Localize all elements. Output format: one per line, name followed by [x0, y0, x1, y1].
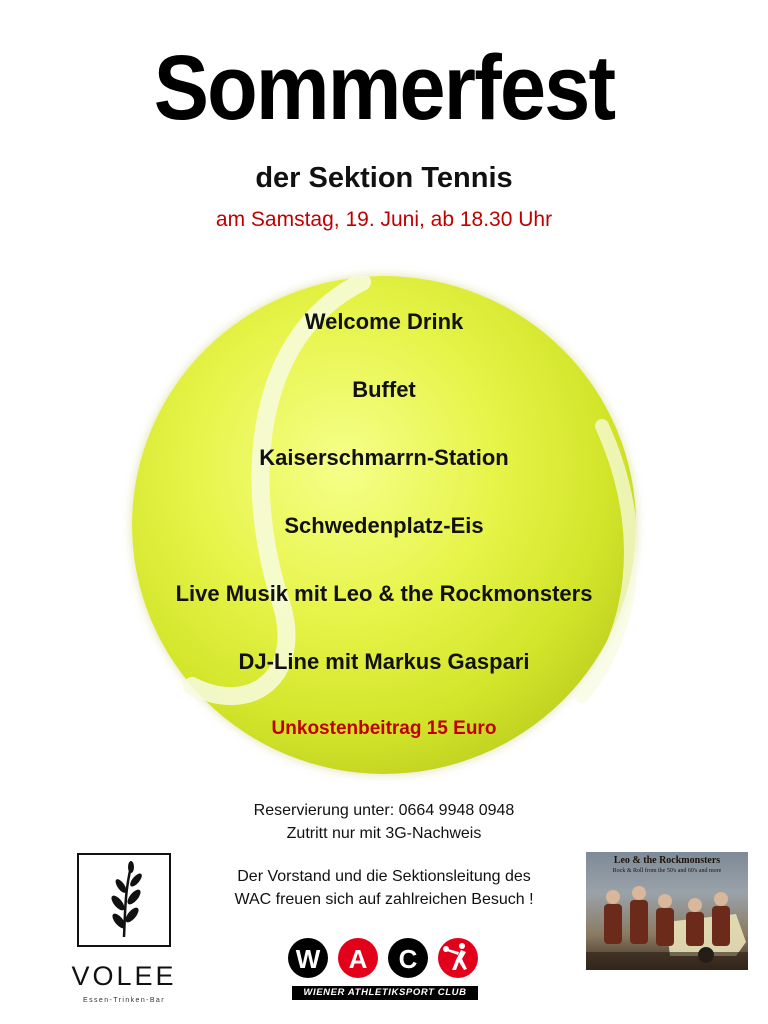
wac-letter-c: C: [398, 944, 418, 974]
band-photo-title: Leo & the Rockmonsters: [613, 855, 721, 866]
volee-logo-box: [77, 853, 171, 947]
olive-branch-icon: [79, 855, 169, 945]
program-item: Welcome Drink: [304, 309, 464, 334]
wac-club-name: WIENER ATHLETIKSPORT CLUB: [292, 986, 478, 1000]
fee-text: Unkostenbeitrag 15 Euro: [271, 718, 497, 739]
volee-logo-text: VOLEE: [71, 961, 177, 991]
volee-tagline: Essen-Trinken-Bar: [83, 997, 165, 1004]
program-item: DJ-Line mit Markus Gaspari: [238, 649, 530, 674]
program-item: Buffet: [352, 377, 416, 402]
wac-letter-a: A: [348, 944, 368, 974]
program-item: Live Musik mit Leo & the Rockmonsters: [175, 581, 593, 606]
access-text: Zutritt nur mit 3G-Nachweis: [286, 825, 482, 842]
program-item: Kaiserschmarrn-Station: [259, 445, 509, 470]
band-photo: [586, 852, 748, 970]
thanks-text-line1: Der Vorstand und die Sektionsleitung des: [237, 868, 531, 885]
band-photo-subtitle: Rock & Roll from the 50's and 60's and more: [612, 868, 722, 874]
thanks-text-line2: WAC freuen sich auf zahlreichen Besuch !: [234, 891, 534, 908]
band-members-illustration: [586, 852, 748, 970]
event-date: am Samstag, 19. Juni, ab 18.30 Uhr: [215, 208, 553, 231]
reservation-text: Reservierung unter: 0664 9948 0948: [253, 802, 515, 819]
event-subtitle: der Sektion Tennis: [255, 162, 513, 194]
wac-letter-w: W: [295, 944, 321, 974]
program-item: Schwedenplatz-Eis: [284, 513, 484, 538]
event-title: Sommerfest: [153, 37, 615, 139]
